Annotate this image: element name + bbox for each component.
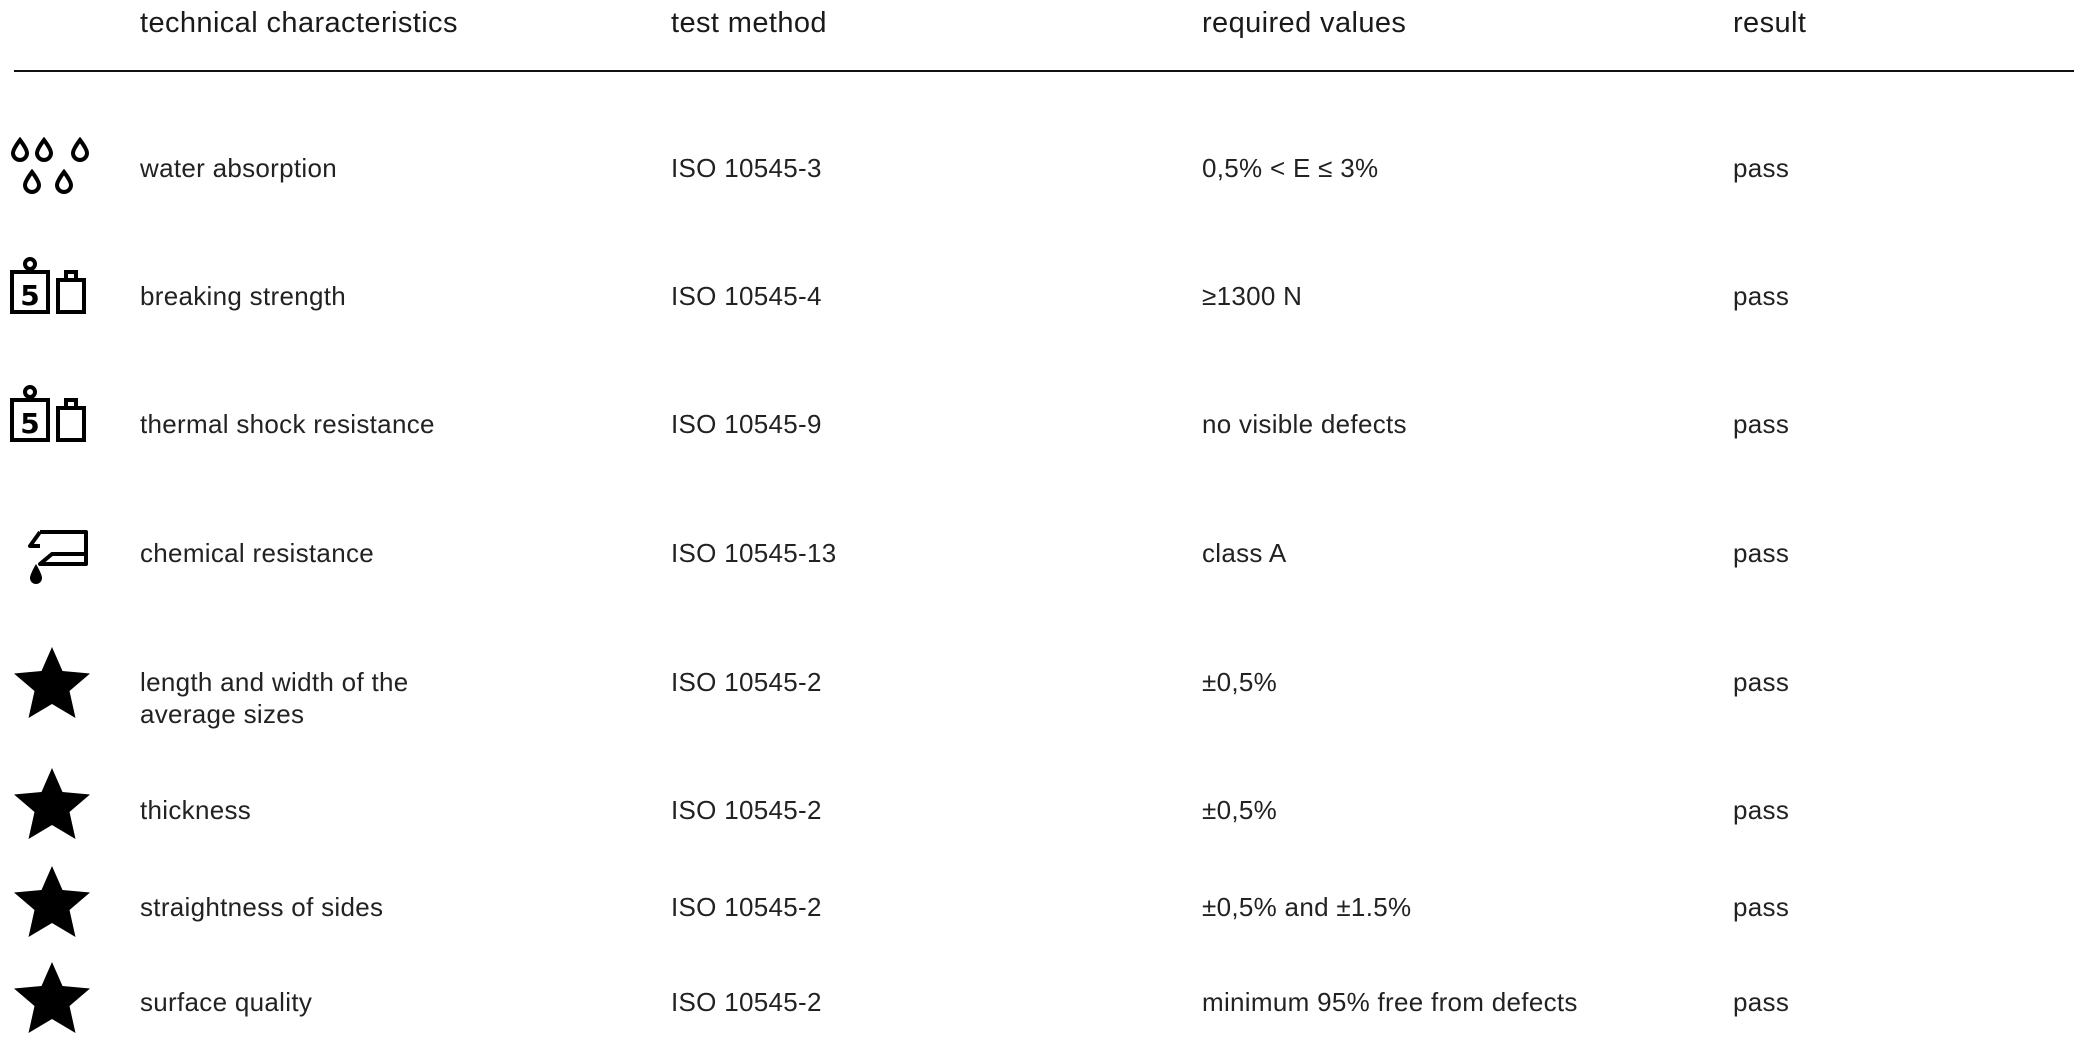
weight-label: 5	[20, 279, 40, 312]
characteristic-line-1: length and width of the	[140, 667, 409, 697]
result-cell: pass	[1733, 538, 1790, 568]
required-cell: no visible defects	[1202, 409, 1407, 439]
required-cell: class A	[1202, 538, 1287, 568]
beaker-pour-icon	[0, 506, 104, 596]
characteristic-cell: surface quality	[140, 987, 313, 1017]
required-cell: ±0,5%	[1202, 667, 1278, 697]
header-test-method: test method	[671, 7, 827, 39]
required-cell: 0,5% < E ≤ 3%	[1202, 153, 1379, 183]
table-header	[0, 0, 2074, 72]
result-cell: pass	[1733, 892, 1790, 922]
characteristic-line-2: average sizes	[140, 699, 305, 729]
result-cell: pass	[1733, 281, 1790, 311]
result-cell: pass	[1733, 667, 1790, 697]
water-drops-icon	[0, 122, 104, 212]
method-cell: ISO 10545-9	[671, 409, 822, 439]
header-technical-characteristics: technical characteristics	[140, 7, 458, 39]
star-icon	[0, 859, 104, 949]
method-cell: ISO 10545-3	[671, 153, 822, 183]
characteristic-cell: thermal shock resistance	[140, 409, 435, 439]
method-cell: ISO 10545-2	[671, 667, 822, 697]
required-cell: minimum 95% free from defects	[1202, 987, 1578, 1017]
method-cell: ISO 10545-4	[671, 281, 822, 311]
star-icon	[0, 761, 104, 851]
result-cell: pass	[1733, 153, 1790, 183]
required-cell: ±0,5%	[1202, 795, 1278, 825]
header-required-values: required values	[1202, 7, 1407, 39]
star-icon	[0, 955, 104, 1045]
star-icon	[0, 640, 104, 730]
weights-5-icon	[0, 250, 104, 340]
weight-label: 5	[20, 407, 40, 440]
header-result: result	[1733, 7, 1807, 39]
result-cell: pass	[1733, 987, 1790, 1017]
result-cell: pass	[1733, 409, 1790, 439]
characteristic-cell: thickness	[140, 795, 252, 825]
method-cell: ISO 10545-2	[671, 987, 822, 1017]
characteristic-cell: breaking strength	[140, 281, 347, 311]
characteristic-cell: chemical resistance	[140, 538, 375, 568]
result-cell: pass	[1733, 795, 1790, 825]
method-cell: ISO 10545-13	[671, 538, 837, 568]
required-cell: ±0,5% and ±1.5%	[1202, 892, 1412, 922]
method-cell: ISO 10545-2	[671, 795, 822, 825]
characteristic-cell	[140, 666, 409, 730]
characteristic-cell: straightness of sides	[140, 892, 384, 922]
header-divider	[14, 70, 2074, 72]
weights-5-icon	[0, 378, 104, 468]
required-cell: ≥1300 N	[1202, 281, 1303, 311]
characteristic-cell: water absorption	[140, 153, 338, 183]
method-cell: ISO 10545-2	[671, 892, 822, 922]
